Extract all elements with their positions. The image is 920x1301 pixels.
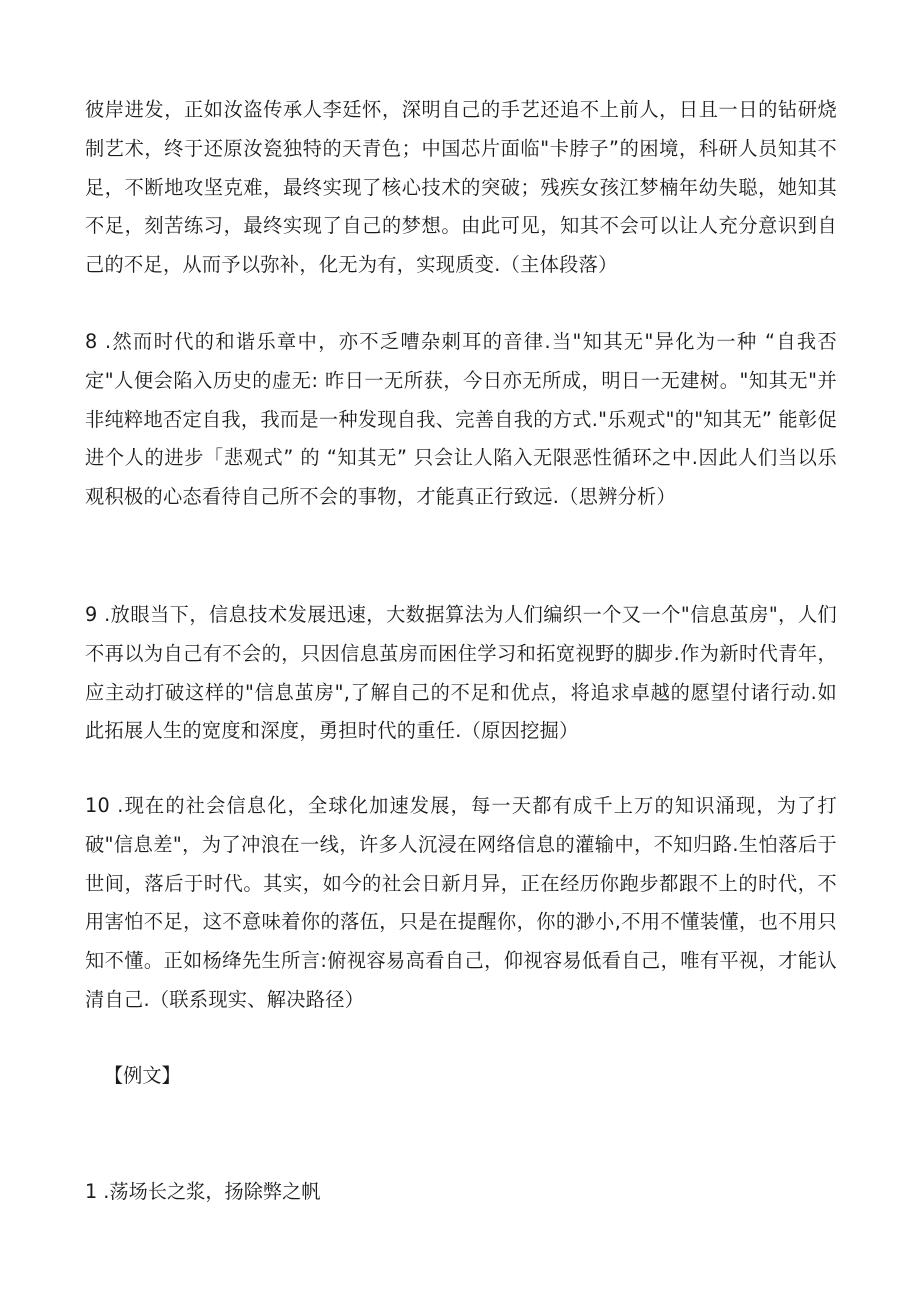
section-heading: 【例文】 (104, 1064, 181, 1087)
body-paragraph: 8 .然而时代的和谐乐章中，亦不乏嘈杂刺耳的音律.当"知其无"异化为一种 “自我否定"人便会陷入历史的虚无: 昨日一无所获，今日亦无所成，明日一无建树。"知其无"并非纯粹地否定自我，我而是一种发现自我、完善自我的方式."乐观式"的"知其无” 能彰促进个人的进步「悲观式” 的 “知其无” 只会让人陷入无限恶性循环之中.因此人们当以乐观积极的心态看待自己所不会的事物，才能真正行致远.（思辨分析） (85, 330, 837, 509)
body-paragraph: 9 .放眼当下，信息技术发展迅速，大数据算法为人们编织一个又一个"信息茧房"，人们不再以为自己有不会的，只因信息茧房而困住学习和拓宽视野的脚步.作为新时代青年，应主动打破这样的"信息茧房",了解自己的不足和优点，将追求卓越的愿望付诸行动.如此拓展人生的宽度和深度，勇担时代的重任.（原因挖掘） (85, 603, 837, 743)
body-paragraph: 彼岸进发，正如汝盗传承人李廷怀，深明自己的手艺还追不上前人，日且一日的钻研烧制艺术，终于还原汝瓷独特的天青色；中国芯片面临"卡脖子”的困境，科研人员知其不足，不断地攻坚克难，最终实现了核心技术的突破；残疾女孩江梦楠年幼失聪，她知其不足，刻苦练习，最终实现了自己的梦想。由此可见，知其不会可以让人充分意识到自己的不足，从而予以弥补，化无为有，实现质变.（主体段落） (85, 98, 837, 277)
essay-title: 1 .荡场长之浆，扬除弊之帆 (85, 1180, 321, 1203)
body-paragraph: 10 .现在的社会信息化，全球化加速发展，每一天都有成千上万的知识涌现，为了打破"信息差"，为了冲浪在一线，许多人沉浸在网络信息的灌输中，不知归路.生怕落后于世间，落后于时代。其实，如今的社会日新月异，正在经历你跑步都跟不上的时代，不用害怕不足，这不意味着你的落伍，只是在提醒你，你的渺小,不用不懂装懂，也不用只知不懂。正如杨绛先生所言:俯视容易高看自己，仰视容易低看自己，唯有平视，才能认清自己.（联系现实、解决路径） (85, 794, 837, 1011)
